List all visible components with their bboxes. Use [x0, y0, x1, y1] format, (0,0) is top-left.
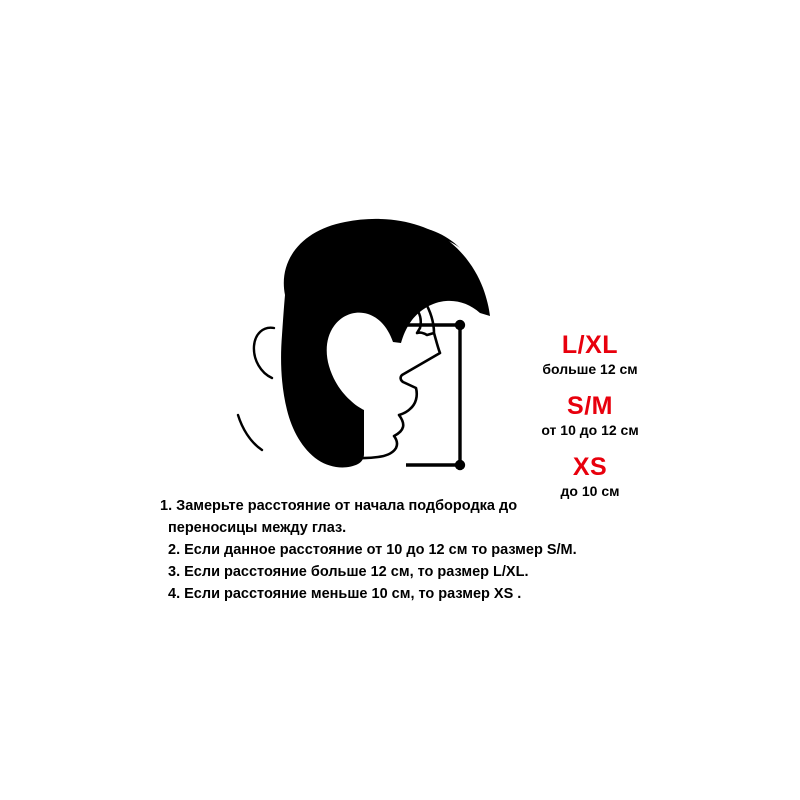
instruction-line-1: 1. Замерьте расстояние от начала подбородка до	[160, 498, 518, 514]
size-range-lxl: больше 12 см	[542, 361, 638, 377]
size-entry-xs	[470, 452, 710, 501]
size-range-xs: до 10 см	[560, 483, 620, 499]
size-entry-sm	[470, 391, 710, 440]
size-range-sm: от 10 до 12 см	[541, 422, 639, 438]
instruction-line-3: 3. Если расстояние больше 12 см, то размер L/XL.	[168, 564, 529, 580]
size-entry-lxl	[470, 330, 710, 379]
instructions-list	[160, 495, 630, 605]
size-name-sm: S/M	[567, 392, 613, 420]
neck-line	[238, 415, 262, 450]
size-legend	[470, 330, 710, 509]
instruction-line-2: 2. Если данное расстояние от 10 до 12 см то размер S/M.	[168, 542, 577, 558]
size-name-lxl: L/XL	[561, 331, 619, 359]
instruction-line-1-cont: переносицы между глаз.	[168, 520, 347, 536]
size-name-xs: XS	[572, 453, 608, 481]
instruction-line-4: 4. Если расстояние меньше 10 см, то размер XS .	[168, 586, 522, 602]
ear-shape	[254, 328, 274, 378]
